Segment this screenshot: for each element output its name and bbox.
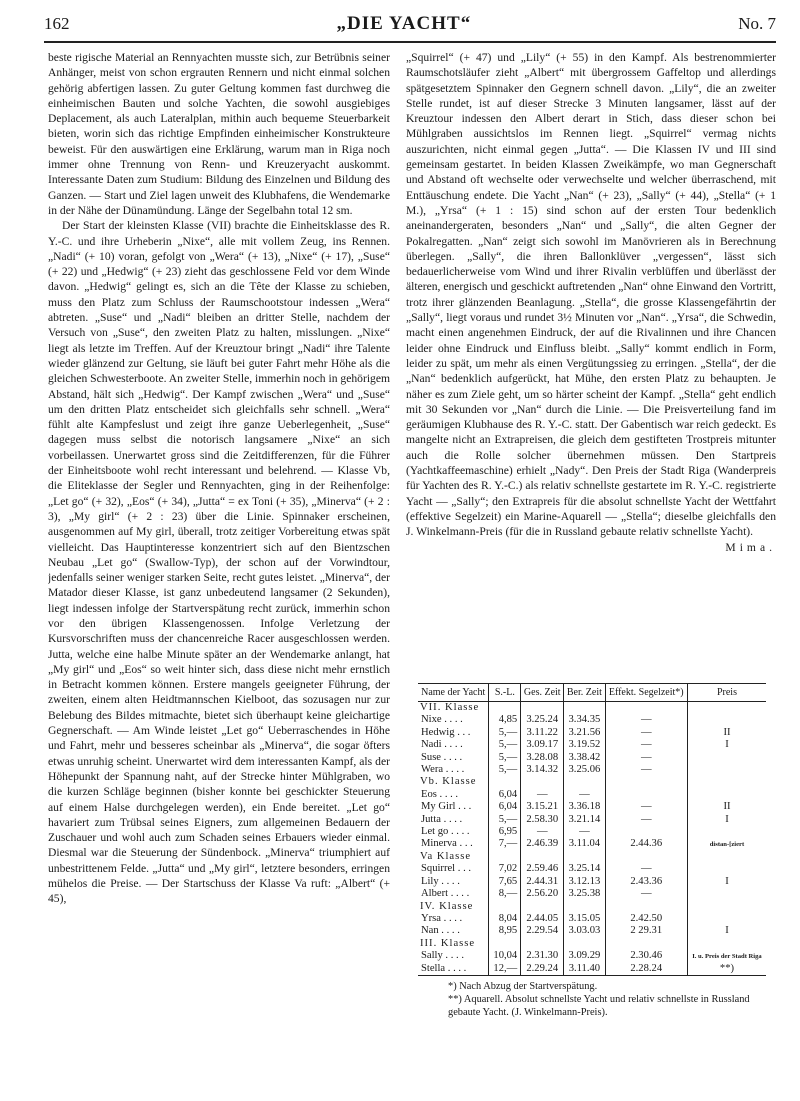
table-cell: 3.19.52 — [564, 739, 605, 751]
table-cell: — — [564, 826, 605, 838]
table-cell: 3.34.35 — [564, 714, 605, 726]
table-cell: 7,02 — [489, 863, 521, 875]
table-cell: 5,— — [489, 764, 521, 776]
right-column — [406, 50, 776, 690]
table-cell — [687, 838, 766, 850]
table-cell: 2.46.39 — [521, 838, 564, 850]
table-cell: Eos . . . . — [421, 788, 459, 800]
empty-cell — [521, 702, 564, 715]
table-row — [418, 826, 766, 838]
table-cell: — — [605, 764, 687, 776]
empty-cell — [489, 901, 521, 913]
column-header: Preis — [687, 684, 766, 702]
table-cell: I — [687, 876, 766, 888]
table-cell: 3.15.21 — [521, 801, 564, 813]
table-cell: 3.09.17 — [521, 739, 564, 751]
table-cell: 3.11.22 — [521, 727, 564, 739]
table-cell: 5,— — [489, 814, 521, 826]
empty-cell — [687, 776, 766, 788]
class-row — [418, 938, 766, 950]
issue-number: No. 7 — [738, 14, 776, 33]
table-cell: Wera . . . . — [421, 764, 465, 776]
column-header: Ber. Zeit — [564, 684, 605, 702]
table-cell: 3.38.42 — [564, 752, 605, 764]
footnote-1: *) Nach Abzug der Startverspätung. — [448, 980, 598, 992]
page-number: 162 — [44, 14, 70, 33]
table-cell: 2.44.31 — [521, 876, 564, 888]
table-header-row — [418, 684, 766, 702]
empty-cell — [605, 702, 687, 715]
empty-cell — [489, 938, 521, 950]
table-cell: Suse . . . . — [421, 751, 463, 763]
table-cell: 3.36.18 — [564, 801, 605, 813]
class-label: IV. Klasse — [420, 900, 474, 912]
class-label: III. Klasse — [420, 937, 476, 949]
table-cell: 3.25.24 — [521, 714, 564, 726]
table-cell: 3.09.29 — [564, 950, 605, 962]
empty-cell — [489, 702, 521, 715]
table-cell: 3.25.14 — [564, 863, 605, 875]
empty-cell — [521, 901, 564, 913]
table-cell: 10,04 — [489, 950, 521, 962]
column-header: Effekt. Segelzeit*) — [605, 684, 687, 702]
table-cell: 2 29.31 — [605, 925, 687, 937]
table-cell: 2.29.24 — [521, 963, 564, 976]
table-cell: Yrsa . . . . — [421, 912, 463, 924]
table-cell: Hedwig . . . — [421, 726, 471, 738]
table-cell: 2.29.54 — [521, 925, 564, 937]
table-row — [418, 888, 766, 900]
table-cell: 2.30.46 — [605, 950, 687, 962]
table-cell — [687, 913, 766, 925]
empty-cell — [564, 776, 605, 788]
table-cell: II — [687, 727, 766, 739]
table-row — [418, 925, 766, 937]
table-cell: Albert . . . . — [421, 888, 470, 900]
table-cell — [687, 752, 766, 764]
table-cell: Jutta . . . . — [421, 813, 463, 825]
table-cell: 7,65 — [489, 876, 521, 888]
table-cell: 8,95 — [489, 925, 521, 937]
table-row — [418, 801, 766, 813]
table-cell: 5,— — [489, 752, 521, 764]
table-cell: 3.28.08 — [521, 752, 564, 764]
table-cell: **) — [687, 963, 766, 976]
table-row — [418, 876, 766, 888]
empty-cell — [605, 776, 687, 788]
table-cell: 3.14.32 — [521, 764, 564, 776]
empty-cell — [564, 901, 605, 913]
table-cell: Nan . . . . — [421, 925, 460, 937]
table-row — [418, 714, 766, 726]
table-cell: 2.28.24 — [605, 963, 687, 976]
class-row — [418, 901, 766, 913]
prize-note: distan-[ziert — [709, 841, 745, 849]
table-row — [418, 814, 766, 826]
table-row — [418, 863, 766, 875]
table-cell: Minerva . . . — [421, 838, 473, 850]
empty-cell — [521, 851, 564, 863]
table-cell: 3.11.04 — [564, 838, 605, 850]
empty-cell — [605, 851, 687, 863]
table-row — [418, 838, 766, 850]
table-cell — [687, 950, 766, 962]
table-cell: 7,— — [489, 838, 521, 850]
footnote-2: **) Aquarell. Absolut schnellste Yacht und relativ schnellste in Russland gebaute Yacht. (J. Winkelmann-Preis). — [448, 993, 750, 1018]
table-cell: Sally . . . . — [421, 950, 464, 962]
empty-cell — [521, 776, 564, 788]
table-cell: 2.44.36 — [605, 838, 687, 850]
table-cell — [605, 789, 687, 801]
column-header: Ges. Zeit — [521, 684, 564, 702]
table-cell: — — [605, 814, 687, 826]
table-cell: — — [605, 801, 687, 813]
paragraph: „Squirrel“ (+ 47) und „Lily“ (+ 55) in den Kampf. Als bestrenommierter Raumschotsläufer zieht „Albert“ mit übergrossem Gaffeltop und allerdings spätgesetztem Spinnaker den Gegnern schnell davon. „Lily“, die an zweiter Stelle rundet, ist auf dieser Strecke 3 Minuten langsamer, lässt auf der Kreuztour indessen den Albert derart in Stich, dass dieser schon bei Mühlgraben aussichtslos im Rennen liegt. „Squirrel“ vermag nichts auszurichten, nicht einmal gegen „Jutta“. — Die Klassen IV und III sind gemeinsam gestartet. In beiden Klassen Zweikämpfe, wo man Gegnerschaft und Abstand oft wechselte oder verwechselte und welcher überraschend, mit Enttäuschung endete. Die Yacht „Nan“ (+ 23), „Sally“ (+ 44), „Stella“ (+ 1 M.), „Yrsa“ (+ 1 : 15) sind schon auf der ersten Tour bedenklich aneinandergeraten, besonders „Nan“ und „Sally“, die alten Gegner der Pokalregatten. „Nan“ zeigt sich sowohl im Manövrieren als in Berechnung überlegen. „Sally“, die ihren Ballonklüver „vergessen“, lässt sich bedauerlicherweise vom Wind und ihrer Rivalin verblüffen und überlässt der älteren, energisch und geschickt auftretenden „Nan“ ohne Einwand den Vortritt, trotz ihrer glänzenden Beanlagung. „Stella“, die grosse Klassengefährtin der „Sally“, liegt voraus und rundet 3½ Minuten vor „Nan“. „Yrsa“, die Schwedin, macht einen angenehmen Eindruck, der auf die Rivalinnen und ihre Chancen leider ohne Eindruck und Einfluss bleibt. „Sally“ kommt endlich in Form, leider zu spät, um mehr als einen Vergütungssieg zu erringen. „Stella“, der die „Nan“ bedenklich aufgerückt, hat Mühe, den ersten Platz zu behaupten. Je näher es zum Ziele geht, um so härter scheint der Kampf. „Stella“ geht endlich mit 30 Sekunden vor „Nan“ durch die Linie. — Die Preisverteilung fand im geräumigen Klubhause des R. Y.-C. statt. Der Gabentisch war reich gedeckt. Es mangelte nicht an Extrapreisen, die gleich dem gestifteten Trostpreis mitunter auch die Rolle solcher übernehmen müssen. Den Startpreis (Yachtkaffeemaschine) erhielt „Nady“. Den Preis der Stadt Riga (Wanderpreis für Yachten des R. Y.-C.) als relativ schnellste gestartete im R. Y.-C. registrierte Yacht — „Sally“; den Extrapreis für die absolut schnellste Yacht der Wettfahrt (effektive Segelzeit) ein Marine-Aquarell — „Stella“; dieselbe gleichfalls den J. Winkelmann-Preis (für die in Russland gebaute relativ schnellste Yacht). — [406, 51, 776, 539]
table-row — [418, 913, 766, 925]
class-label: Va Klasse — [420, 850, 472, 862]
class-label: VII. Klasse — [420, 702, 480, 713]
table-cell: 6,04 — [489, 789, 521, 801]
table-cell: 2.56.20 — [521, 888, 564, 900]
table-cell: — — [605, 888, 687, 900]
table-cell — [687, 826, 766, 838]
prize-note: I. u. Preis der Stadt Riga — [692, 953, 762, 961]
table-footnotes — [418, 980, 766, 1019]
table-cell — [687, 764, 766, 776]
table-cell: II — [687, 801, 766, 813]
table-cell: — — [521, 789, 564, 801]
empty-cell — [564, 938, 605, 950]
table-cell: 4,85 — [489, 714, 521, 726]
page-header — [44, 10, 776, 38]
table-cell: 3.21.56 — [564, 727, 605, 739]
table-cell: 3.25.38 — [564, 888, 605, 900]
column-header: Name der Yacht — [418, 684, 489, 702]
empty-cell — [687, 938, 766, 950]
table-cell: 3.12.13 — [564, 876, 605, 888]
empty-cell — [521, 938, 564, 950]
table-cell: — — [605, 727, 687, 739]
table-cell: Nixe . . . . — [421, 714, 463, 726]
empty-cell — [564, 702, 605, 715]
empty-cell — [605, 938, 687, 950]
table-cell: 5,— — [489, 727, 521, 739]
table-cell: Nadi . . . . — [421, 739, 463, 751]
table-cell: My Girl . . . — [421, 801, 472, 813]
table-cell: 2.59.46 — [521, 863, 564, 875]
table-cell: 2.58.30 — [521, 814, 564, 826]
table-cell — [687, 863, 766, 875]
table-cell: Stella . . . . — [418, 963, 489, 976]
table-row — [418, 950, 766, 962]
table-cell: 8,04 — [489, 913, 521, 925]
table-cell: 12,— — [489, 963, 521, 976]
table-cell: 2.43.36 — [605, 876, 687, 888]
table-cell: Squirrel . . . — [421, 863, 472, 875]
paragraph: beste rigische Material an Rennyachten musste sich, zur Betrübnis seiner Anhänger, meist von schon ergrauten Rennern und nicht einmal solchen gehörig abfertigen lassen. Zu guter Geltung kommen fast durchweg die einheimischen Bauten und solche Yachten, die sowohl ausgiebiges Deplacement, als auch Lateralplan, mithin auch bequeme Steuerbarkeit bieten, worin sich das richtige Empfinden einheimischer Konstrukteure beweist. Für den auswärtigen eine Erklärung, warum man in Riga noch immer ohne Trennung von Renn- und Kreuzeryacht auskommt. Interessante Daten zum Studium: Bildung des Einzelnen und Bildung des Ganzen. — Start und Ziel lagen unweit des Klubhafens, die Wendemarke in der Nähe der Dünamündung. Länge der Segelbahn total 12 sm. — [48, 51, 390, 217]
table-cell: — — [605, 739, 687, 751]
table-cell: 3.21.14 — [564, 814, 605, 826]
empty-cell — [489, 851, 521, 863]
results-table — [418, 683, 766, 976]
header-rule — [44, 41, 776, 43]
column-header: S.-L. — [489, 684, 521, 702]
table-cell: 3.03.03 — [564, 925, 605, 937]
table-cell: — — [605, 714, 687, 726]
class-row — [418, 776, 766, 788]
table-cell — [687, 789, 766, 801]
table-cell: 6,04 — [489, 801, 521, 813]
table-cell: 2.42.50 — [605, 913, 687, 925]
table-cell: — — [564, 789, 605, 801]
table-cell: — — [605, 863, 687, 875]
empty-cell — [687, 702, 766, 715]
table-cell: — — [521, 826, 564, 838]
table-row — [418, 764, 766, 776]
empty-cell — [564, 851, 605, 863]
author-signature: Mima. — [725, 540, 776, 554]
left-column — [48, 50, 390, 1095]
table-cell: 3.11.40 — [564, 963, 605, 976]
empty-cell — [687, 901, 766, 913]
results-table-block — [418, 683, 766, 1019]
table-cell: — — [605, 752, 687, 764]
empty-cell — [489, 776, 521, 788]
table-row — [418, 739, 766, 751]
table-cell: 8,— — [489, 888, 521, 900]
table-cell: Let go . . . . — [421, 826, 470, 838]
table-cell: I — [687, 814, 766, 826]
paragraph: Der Start der kleinsten Klasse (VII) brachte die Einheitsklasse des R. Y.-C. und ihre Urheberin „Nixe“, alle mit vollem Zeug, ins Rennen. „Nadi“ (+ 10) voran, gefolgt von „Wera“ (+ 13), „Nixe“ (+ 17), „Suse“ (+ 22) und „Hedwig“ (+ 23) zieht das geschlossene Feld vor dem Winde davon. „Hedwig“ gelingt es, sich an die Tête der Klasse zu schieben, muss den Platz zum Schluss der Raumschootstour indessen „Wera“ abtreten. „Suse“ und „Nadi“ bleiben an dritter Stelle, nachdem der Versuch von „Suse“, den zweiten Platz zu halten, misslungen. „Nixe“ liegt als letzte im Treffen. Auf der Kreuztour bringt „Nadi“ ihre Talente wieder glänzend zur Geltung, sie läuft bei guter Fahrt mehr Höhe als die gleichen Schwesterboote. An zweiter Stelle, immerhin noch in gehörigem Abstand, hält sich „Hedwig“. Der Kampf zwischen „Wera“ und „Suse“ um den dritten Platz entscheidet sich gleichfalls sehr schnell. „Wera“ fühlt alte Kampfeslust und zeigt ihre ganze Ueberlegenheit, „Suse“ dagegen muss selbst die notorisch langsamere „Nixe“ an sich vorbeilassen. Unerwartet gross sind die Zeitdifferenzen, für die Führer der Einheitsboote wohl recht interessant und belehrend. — Klasse Vb, die Eliteklasse der Segler und Rennyachten, ging in der Reihenfolge: „Let go“ (+ 32), „Eos“ (+ 34), „Jutta“ = ex Toni (+ 35), „Minerva“ (+ 2 : 3), „My girl“ (+ 2 : 23) über die Linie. Spinnaker erscheinen, ausgenommen auf My girl, überall, trotz zeitiger Vorbereitung etwas spät vielleicht. Das Hauptinteresse konzentriert sich auf den Bientzschen Neubau „Let go“ (Swallow-Typ), der schon auf der Vorwindtour, jedenfalls seiner weniger starken Seite, recht gutes leistet. „Minerva“, der Matador dieser Klasse, ist ganz unbedeutend langsamer (2 Sekunden), liegt indessen infolge der Startverspätung recht zurück, immerhin schon vor den übrigen Klassengenossen. Infolge Verletzung der Kursvorschriften muss der chancenreiche Racer ausgeschlossen werden. Jutta, welche eine halbe Minute später an der Wendemarke anlangt, hat „My girl“ und „Eos“ so weit hinter sich, dass diese nicht mehr ernstlich in Betracht kommen können. Erstere mangels geeigneter Führung, der zweiten, einem alten Heidtmannschen Kielboot, das sozusagen nur zur Belebung des Bildes mitmachte, bietet sich überhaupt keine gleichartige Gegnerschaft. — Am Winde leistet „Let go“ Ueberraschendes in Höhe und Fahrt, mehr und besseres scheinbar als „Minerva“, die sogar öfters etwas unruhig scheint. Unerwartet wird dem interessanten Kampf, als der Höhepunkt der Spannung naht, auf der Strecke hinter Mühlgraben, wo die kurzen Schläge beginnen (bisher konnte bei geschickter Steuerung auf einem Halse durchgelegen werden), ein Ende bereitet. „Let go“ havariert zum Trübsal seines Eigners, zum allgemeinen Bedauern der Zuschauer und wohl auch zum Schaden seines Erbauers wieder einmal. Diesmal war die Steuerung der Sündenbock. „Minerva“ triumphiert auf unbestrittenem Felde. „Jutta“ und „My girl“, letztere besonders, erringen mühelos die Preise. — Der Startschuss der Klasse Va ruft: „Albert“ (+ 45), — [48, 219, 390, 906]
class-label: Vb. Klasse — [420, 776, 477, 788]
table-cell: 3.25.06 — [564, 764, 605, 776]
table-row — [418, 789, 766, 801]
class-row — [418, 702, 766, 715]
table-cell: Lily . . . . — [421, 875, 460, 887]
table-row — [418, 963, 766, 976]
empty-cell — [687, 851, 766, 863]
table-cell: 6,95 — [489, 826, 521, 838]
table-cell: 3.15.05 — [564, 913, 605, 925]
table-cell — [605, 826, 687, 838]
table-cell: I — [687, 925, 766, 937]
table-cell: 2.44.05 — [521, 913, 564, 925]
table-row — [418, 727, 766, 739]
table-cell — [687, 714, 766, 726]
table-cell: I — [687, 739, 766, 751]
empty-cell — [605, 901, 687, 913]
class-row — [418, 851, 766, 863]
table-row — [418, 752, 766, 764]
journal-title: „DIE YACHT“ — [336, 13, 472, 34]
table-cell — [687, 888, 766, 900]
table-cell: 2.31.30 — [521, 950, 564, 962]
table-cell: 5,— — [489, 739, 521, 751]
